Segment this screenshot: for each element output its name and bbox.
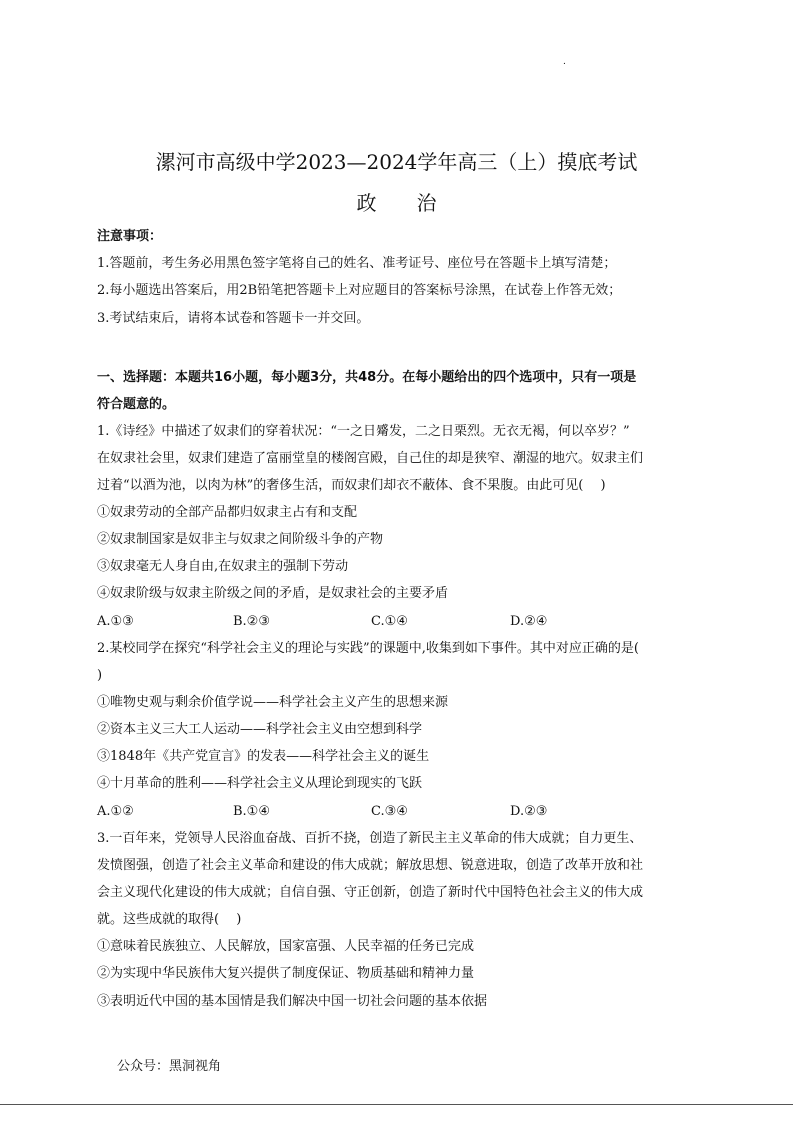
q2-stem: 2.某校同学在探究“科学社会主义的理论与实践”的课题中,收集到如下事件。其中对应正确的是( bbox=[97, 641, 639, 656]
notice-item: 1.答题前，考生务必用黑色签字笔将自己的姓名、准考证号、座位号在答题卡上填写清楚； bbox=[97, 256, 617, 271]
q2-statement: ①唯物史观与剩余价值学说——科学社会主义产生的思想来源 bbox=[97, 695, 449, 710]
q2-option-d: D.②③ bbox=[510, 804, 548, 819]
q2-option-c: C.③④ bbox=[371, 804, 408, 819]
q3-stem: 发愤图强，创造了社会主义革命和建设的伟大成就；解放思想、锐意进取，创造了改革开放和社 bbox=[97, 858, 644, 873]
q1-option-b: B.②③ bbox=[233, 614, 270, 629]
q3-statement: ②为实现中华民族伟大复兴提供了制度保证、物质基础和精神力量 bbox=[97, 966, 475, 981]
q3-statement: ③表明近代中国的基本国情是我们解决中国一切社会问题的基本依据 bbox=[97, 994, 488, 1009]
q2-statement: ③1848年《共产党宣言》的发表——科学社会主义的诞生 bbox=[97, 749, 430, 764]
section-heading: 一、选择题：本题共16小题，每小题3分，共48分。在每小题给出的四个选项中，只有一项是 bbox=[97, 370, 637, 385]
q2-statement: ④十月革命的胜利——科学社会主义从理论到现实的飞跃 bbox=[97, 776, 423, 791]
notice-item: 3.考试结束后，请将本试卷和答题卡一并交回。 bbox=[97, 311, 370, 326]
section-heading-cont: 符合题意的。 bbox=[97, 397, 176, 412]
q1-statement: ①奴隶劳动的全部产品都归奴隶主占有和支配 bbox=[97, 505, 358, 520]
q1-stem: 过着“以酒为池，以肉为林”的奢侈生活，而奴隶们却衣不蔽体、食不果腹。由此可见( ) bbox=[97, 478, 606, 493]
q1-statement: ④奴隶阶级与奴隶主阶级之间的矛盾，是奴隶社会的主要矛盾 bbox=[97, 586, 449, 601]
q1-option-c: C.①④ bbox=[371, 614, 408, 629]
q2-stem: ) bbox=[97, 668, 103, 683]
q2-statement: ②资本主义三大工人运动——科学社会主义由空想到科学 bbox=[97, 722, 423, 737]
subject-title: 政 治 bbox=[356, 191, 437, 215]
q1-statement: ③奴隶毫无人身自由,在奴隶主的强制下劳动 bbox=[97, 559, 349, 574]
footer-text: 公众号：黑洞视角 bbox=[117, 1059, 222, 1074]
notice-heading: 注意事项： bbox=[97, 229, 163, 244]
q1-option-d: D.②④ bbox=[510, 614, 548, 629]
q1-statement: ②奴隶制国家是奴非主与奴隶之间阶级斗争的产物 bbox=[97, 532, 384, 547]
top-dot: . bbox=[563, 57, 566, 67]
q3-stem: 就。这些成就的取得( ) bbox=[97, 912, 242, 927]
exam-title: 漯河市高级中学2023—2024学年高三（上）摸底考试 bbox=[155, 150, 638, 174]
q1-stem: 在奴隶社会里，奴隶们建造了富丽堂皇的楼阁宫殿，自己住的却是狭窄、潮湿的地穴。奴隶主们 bbox=[97, 451, 644, 466]
q2-option-a: A.①② bbox=[97, 804, 134, 819]
q2-option-b: B.①④ bbox=[233, 804, 270, 819]
notice-item: 2.每小题选出答案后，用2B铅笔把答题卡上对应题目的答案标号涂黑，在试卷上作答无效； bbox=[97, 283, 622, 298]
page-bottom-rule bbox=[0, 1104, 793, 1105]
q1-option-a: A.①③ bbox=[97, 614, 134, 629]
q3-stem: 会主义现代化建设的伟大成就；自信自强、守正创新，创造了新时代中国特色社会主义的伟大成 bbox=[97, 885, 644, 900]
q1-stem: 1.《诗经》中描述了奴隶们的穿着状况：“一之日觱发，二之日栗烈。无衣无褐，何以卒岁？” bbox=[97, 424, 630, 439]
q3-statement: ①意味着民族独立、人民解放，国家富强、人民幸福的任务已完成 bbox=[97, 939, 475, 954]
q3-stem: 3.一百年来，党领导人民浴血奋战、百折不挠，创造了新民主主义革命的伟大成就；自力更生、 bbox=[97, 831, 643, 846]
